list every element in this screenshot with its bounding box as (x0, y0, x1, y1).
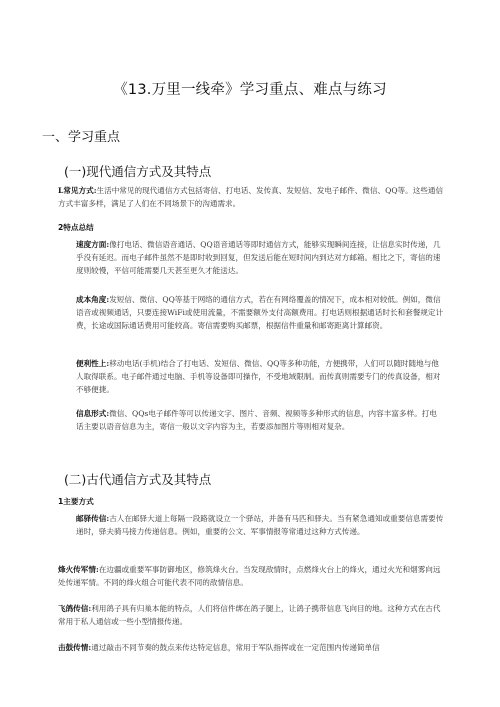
point-lead: 便利性上: (76, 359, 110, 368)
point-lead: 速度方面: (76, 240, 110, 249)
point-convenience (76, 357, 444, 396)
subsection-heading-modern: (一)现代通信方式及其特点 (64, 164, 212, 179)
label-main-methods: 1主要方式 (58, 497, 94, 506)
point-text: 像打电话、微信语音通话、QQ语音通话等即时通信方式，能够实现瞬间连接，让信息实时传递，几乎没有延迟。而电子邮件虽然不是即时收到回复，但发送后能在短时间内到达对方邮箱。相比之下，寄信的速度则较慢，平信可能需要几天甚至更久才能送达。 (76, 240, 441, 275)
point-lead: 邮驿传信: (76, 514, 110, 523)
point-lead: 烽火传军情: (58, 565, 99, 574)
point-cost (76, 293, 444, 332)
paragraph-lead: L常见方式: (58, 186, 97, 195)
point-lead: 信息形式: (76, 409, 110, 418)
label-features-summary: 2特点总结 (58, 223, 94, 232)
point-postal-relay (76, 512, 444, 538)
paragraph-common-methods (58, 184, 448, 210)
point-text: 古人在邮驿大道上每隔一段路就设立一个驿站，并备有马匹和驿夫。当有紧急通知或重要信息需要传递时，驿夫骑马接力传递信息。例如，重要的公文、军事情报等常通过这种方式传递。 (76, 514, 444, 536)
point-speed (76, 238, 444, 277)
point-text: 利用鸽子具有归巢本能的特点，人们将信件绑在鸽子腿上，让鸽子携带信息飞向目的地。这种方式在古代常用于私人通信或一些小型情报传递。 (58, 604, 441, 626)
point-text: 通过敲击不同节奏的鼓点来传达特定信息，常用于军队指挥或在一定范围内传递简单信 (91, 643, 380, 652)
point-carrier-pigeon (58, 602, 444, 628)
document-title: 《13.万里一线牵》学习重点、难点与练习 (113, 82, 387, 98)
subsection-heading-ancient: (二)古代通信方式及其特点 (64, 472, 212, 487)
point-text: 发短信、微信、QQ等基于网络的通信方式，若在有网络覆盖的情况下，成本相对较低。例如，微信语音或视频通话，只要连接WiFi或使用流量，不需要额外支付高额费用。打电话则根据通话时长和套餐规定计费，长途或国际通话费用可能较高。寄信需要购买邮票，根据信件重量和邮寄距离计算邮资。 (76, 295, 444, 330)
point-drum-signal (58, 641, 444, 667)
section-heading-key-points: 一、学习重点 (42, 130, 121, 145)
point-lead: 击鼓传情: (58, 643, 92, 652)
point-lead: 飞鸽传信: (58, 604, 92, 613)
point-text: 在边疆或重要军事防御地区，修筑烽火台。当发现敌情时，点燃烽火台上的烽火，通过火光和烟雾向远处传递军情。不同的烽火组合可能代表不同的敌情信息。 (58, 565, 441, 587)
point-lead: 成本角度: (76, 295, 110, 304)
point-text: 微信、QQs电子邮件等可以传递文字、图片、音频、视频等多种形式的信息，内容丰富多样。打电话主要以语音信息为主，寄信一般以文字内容为主，若要添加图片等则相对复杂。 (76, 409, 437, 431)
point-info-form (76, 407, 444, 433)
paragraph-text: 生活中常见的现代通信方式包括寄信、打电话、发传真、发短信、发电子邮件、微信、QQ等。这些通信方式丰富多样，满足了人们在不同场景下的沟通需求。 (58, 186, 444, 208)
point-beacon-fire (58, 563, 444, 589)
point-text: 移动电话(手机)结合了打电话、发短信、微信、QQ等多种功能，方便携带，人们可以随时随地与他人取得联系。电子邮件通过电脑、手机等设备即可操作，不受地域限制。而传真则需要专门的传真设备，相对不够便捷。 (76, 359, 441, 394)
